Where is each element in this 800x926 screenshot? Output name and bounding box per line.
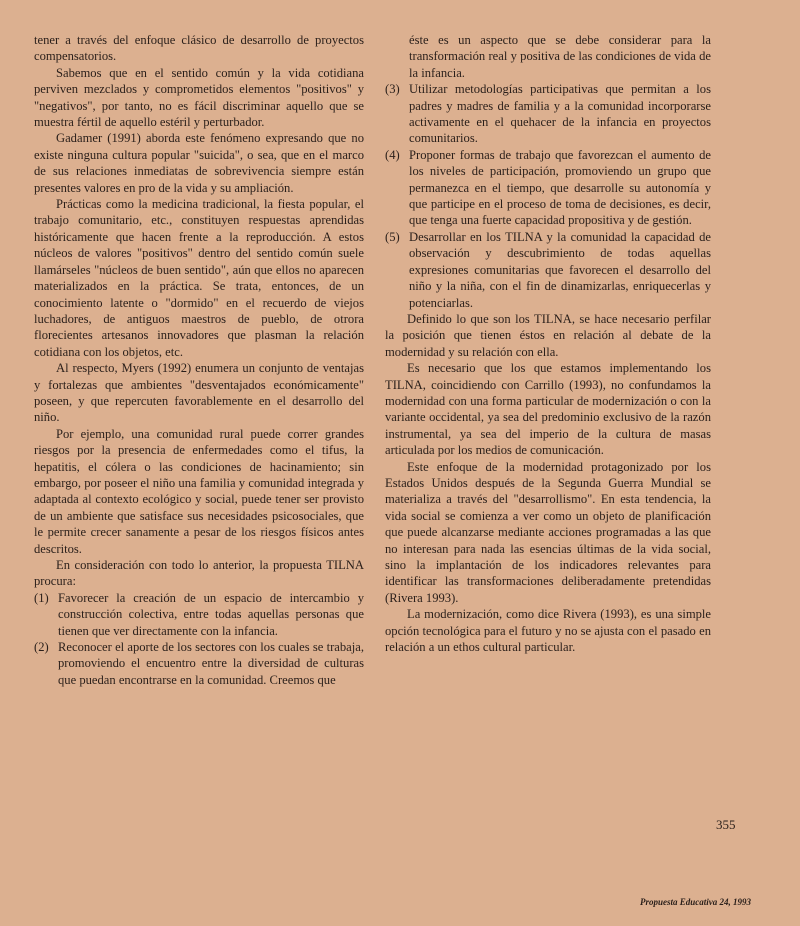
list-item (385, 229, 711, 311)
page-number: 355 (716, 817, 736, 832)
paragraph: Gadamer (1991) aborda este fenómeno expresando que no existe ninguna cultura popular "suicida", o sea, que en el marco de sus relaciones inmediatas de sobrevivencia siempre están presentes valores en pro de la vida y su ampliación. (34, 131, 364, 195)
paragraph: Por ejemplo, una comunidad rural puede correr grandes riesgos por la presencia de enfermedades como el tifus, la hepatitis, el cólera o las condiciones de hacinamiento; sin embargo, por poseer el niño una familia y comunidad integrada y adaptada al contexto ecológico y social, puede tener ser provisto de un ambiente que satisface sus necesidades psicosociales, que le permite crecer sanamente a pesar de los riesgos físicos antes descritos. (34, 426, 364, 556)
paragraph: La modernización, como dice Rivera (1993), es una simple opción tecnológica para el futuro y no se ajusta con el pasado en relación a un ethos cultural particular. (385, 607, 711, 655)
list-item-number: (5) (385, 229, 400, 244)
list-item-text: Desarrollar en los TILNA y la comunidad la capacidad de observación y descubrimiento de todas aquellas expresiones comunitarias que favorecen el desarrollo del niño y la niña, con el fin de dinamizarlas, enriquecerlas y potenciarlas. (409, 229, 711, 310)
left-column (34, 32, 364, 688)
list-item (385, 81, 711, 147)
paragraph: Sabemos que en el sentido común y la vida cotidiana perviven mezclados y comprometidos elementos "positivos" y "negativos", por tanto, no es fácil discriminar aquello que se muestra fértil de aquello estéril y perturbador. (34, 65, 364, 130)
journal-footer: Propuesta Educativa 24, 1993 (640, 897, 752, 907)
paragraph: Al respecto, Myers (1992) enumera un conjunto de ventajas y fortalezas que ambientes "desventajados económicamente" poseen, y que repercuten favorablemente en el desarrollo del niño. (34, 361, 364, 425)
list-item-text: Reconocer el aporte de los sectores con los cuales se trabaja, promoviendo el encuentro entre la diversidad de culturas que puedan encontrarse en la comunidad. Creemos que (58, 640, 364, 687)
list-item (34, 590, 364, 639)
list-item-text: Proponer formas de trabajo que favorezcan el aumento de los niveles de participación, promoviendo un grupo que permanezca en el tiempo, que desarrolle su autonomía y que participe en el proceso de toma de decisiones, es decir, que tenga una fuerte capacidad propositiva y de gestión. (409, 147, 711, 228)
list-item-text: Favorecer la creación de un espacio de intercambio y construcción colectiva, entre todas aquellas personas que tienen que ver directamente con la infancia. (58, 590, 364, 638)
paragraph: En consideración con todo lo anterior, la propuesta TILNA procura: (34, 558, 364, 589)
list-item-number: (1) (34, 590, 49, 605)
list-item-number: (3) (385, 82, 400, 97)
paragraph: Es necesario que los que estamos implementando los TILNA, coincidiendo con Carrillo (1993), no confundamos la modernidad con una forma particular de modernización o con la variante occidental, ya sea del predominio exclusivo de la razón instrumental, ya sea del imperio de la cultura de masas articulada por los medios de comunicación. (385, 361, 711, 458)
right-column (385, 32, 711, 655)
list-item (385, 147, 711, 229)
paragraph: éste es un aspecto que se debe considerar para la transformación real y positiva de las condiciones de vida de la infancia. (409, 33, 711, 80)
paragraph: Prácticas como la medicina tradicional, la fiesta popular, el trabajo comunitario, etc., constituyen respuestas aprendidas históricamente que hacen frente a la reproducción. A estos núcleos de valores "positivos" dentro del sentido común suele llamárseles "núcleos de buen sentido", aún que ellos no aparecen materializados en la práctica. Se trata, entonces, de un conocimiento latente o "dormido" en el recuerdo de viejos luchadores, de antiguos maestros de pueblo, de otrora florecientes artesanos innovadores que plasman la relación cotidiana con los objetos, etc. (34, 197, 364, 359)
list-item-number: (2) (34, 640, 49, 655)
list-item-text: Utilizar metodologías participativas que permitan a los padres y madres de familia y a la comunidad incorporarse activamente en el quehacer de la infancia en proyectos comunitarios. (409, 82, 711, 146)
list-item (34, 639, 364, 688)
list-item-number: (4) (385, 147, 400, 162)
paragraph: Este enfoque de la modernidad protagonizado por los Estados Unidos después de la Segunda Guerra Mundial se materializa a través del "desarrollismo". En esta tendencia, la vida social se comienza a ver como un objeto de planificación que puede alcanzarse mediante acciones programadas a las que no interesan para nada las esencias últimas de la vida social, sino la implantación de los indicadores relevantes para identificar las transformaciones deliberadamente pretendidas (Rivera 1993). (385, 459, 711, 605)
paragraph: Definido lo que son los TILNA, se hace necesario perfilar la posición que tienen éstos en relación al debate de la modernidad y su relación con ella. (385, 311, 711, 359)
paragraph: tener a través del enfoque clásico de desarrollo de proyectos compensatorios. (34, 33, 364, 64)
